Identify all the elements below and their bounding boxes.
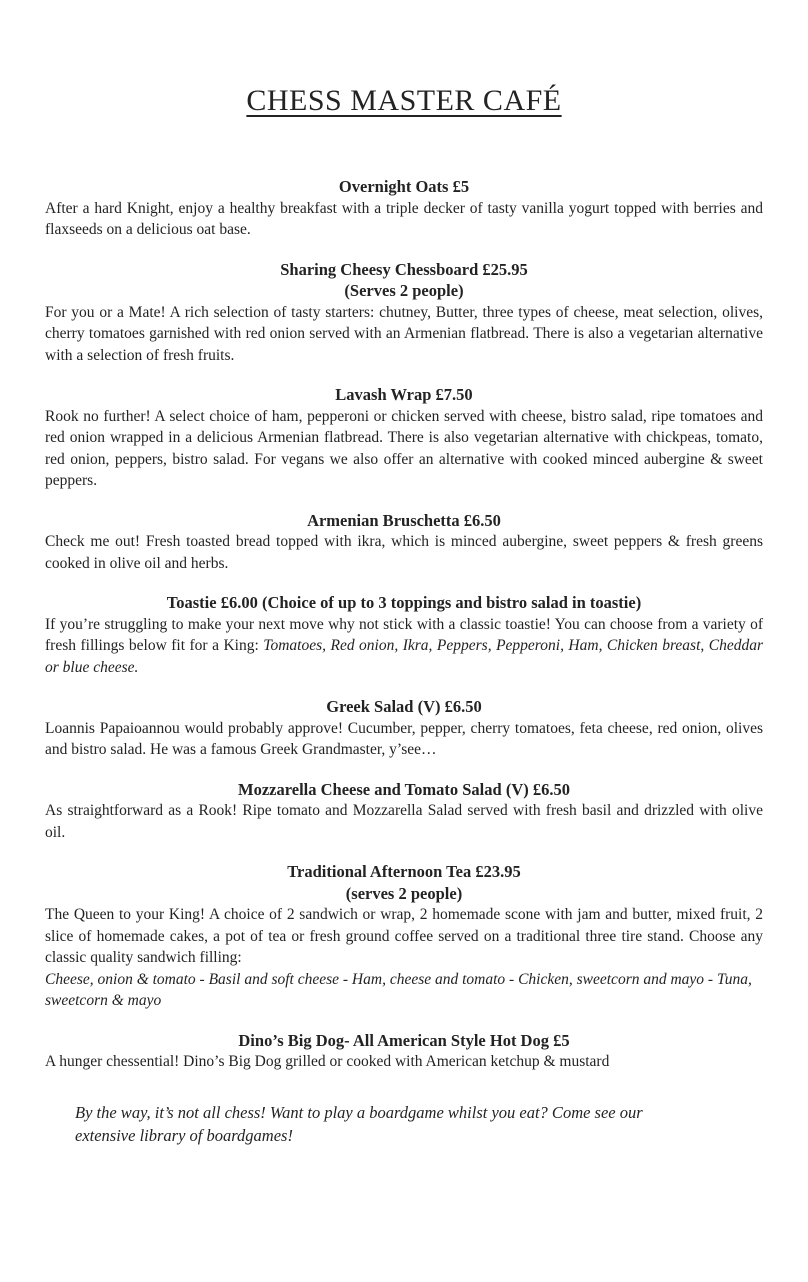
footer-note: By the way, it’s not all chess! Want to play a boardgame whilst you eat? Come see our extensive library of boardgames!	[75, 1102, 643, 1145]
menu-item-mozzarella-tomato-salad	[45, 779, 763, 844]
page-title	[45, 82, 763, 120]
item-description: For you or a Mate! A rich selection of tasty starters: chutney, Butter, three types of cheese, meat selection, olives, cherry tomatoes garnished with red onion served with an Armenian flatbread. There is also a vegetarian alternative with a selection of fresh fruits.	[45, 303, 763, 364]
menu-item-armenian-bruschetta	[45, 510, 763, 575]
item-title: Dino’s Big Dog- All American Style Hot Dog £5	[238, 1030, 570, 1050]
item-description: Rook no further! A select choice of ham, pepperoni or chicken served with cheese, bistro salad, ripe tomatoes and red onion wrapped in a delicious Armenian flatbread. There is also vegetarian alternative with chickpeas, tomato, red onion, peppers, bistro salad. For vegans we also offer an alternative with cooked minced aubergine & sweet peppers.	[45, 407, 763, 489]
item-title: Lavash Wrap £7.50	[335, 385, 473, 404]
page-title-text: CHESS MASTER CAFÉ	[246, 84, 562, 117]
item-title: Sharing Cheesy Chessboard £25.95	[280, 259, 528, 279]
menu-page	[0, 82, 808, 1282]
item-description: Loannis Papaioannou would probably approve! Cucumber, pepper, cherry tomatoes, feta cheese, red onion, olives and bistro salad. He was a famous Greek Grandmaster, y’see…	[45, 719, 763, 758]
item-description	[45, 614, 763, 679]
item-title: Greek Salad (V) £6.50	[326, 697, 482, 716]
item-description: Check me out! Fresh toasted bread topped with ikra, which is minced aubergine, sweet peppers & fresh greens cooked in olive oil and herbs.	[45, 533, 763, 572]
menu-item-overnight-oats	[45, 176, 763, 241]
item-title: Traditional Afternoon Tea £23.95	[287, 862, 521, 881]
item-title: Mozzarella Cheese and Tomato Salad (V) £6.50	[238, 779, 570, 799]
menu-item-greek-salad	[45, 696, 763, 761]
item-description: After a hard Knight, enjoy a healthy breakfast with a triple decker of tasty vanilla yogurt topped with berries and flaxseeds on a delicious oat base.	[45, 199, 763, 238]
menu-item-dinos-big-dog	[45, 1030, 763, 1073]
item-title: Overnight Oats £5	[338, 177, 470, 196]
menu	[45, 176, 763, 1073]
item-subtitle: (Serves 2 people)	[344, 281, 464, 300]
item-description-fillings: Tomatoes, Red onion, Ikra, Peppers, Pepperoni, Ham, Chicken breast, Cheddar or blue cheese.	[45, 637, 763, 676]
item-description: As straightforward as a Rook! Ripe tomato and Mozzarella Salad served with fresh basil and drizzled with olive oil.	[45, 802, 763, 841]
menu-item-afternoon-tea	[45, 861, 763, 1012]
item-title: Armenian Bruschetta £6.50	[307, 510, 501, 530]
menu-item-sharing-cheesy-chessboard	[45, 259, 763, 367]
item-description-fillings: Cheese, onion & tomato - Basil and soft cheese - Ham, cheese and tomato - Chicken, sweetcorn and mayo - Tuna, sweetcorn & mayo	[45, 970, 752, 1009]
item-description: A hunger chessential! Dino’s Big Dog grilled or cooked with American ketchup & mustard	[45, 1053, 610, 1070]
menu-item-toastie	[45, 592, 763, 678]
menu-item-lavash-wrap	[45, 384, 763, 492]
item-description-regular: If you’re struggling to make your next move why not stick with a classic toastie! You can choose from a variety of fresh fillings below fit for a King:	[45, 615, 763, 654]
item-description: The Queen to your King! A choice of 2 sandwich or wrap, 2 homemade scone with jam and butter, mixed fruit, 2 slice of homemade cakes, a pot of tea or fresh ground coffee served on a traditional three tire stand. Choose any classic quality sandwich filling:	[45, 906, 763, 966]
item-subtitle: (serves 2 people)	[345, 883, 463, 903]
item-title: Toastie £6.00 (Choice of up to 3 toppings and bistro salad in toastie)	[166, 593, 642, 612]
